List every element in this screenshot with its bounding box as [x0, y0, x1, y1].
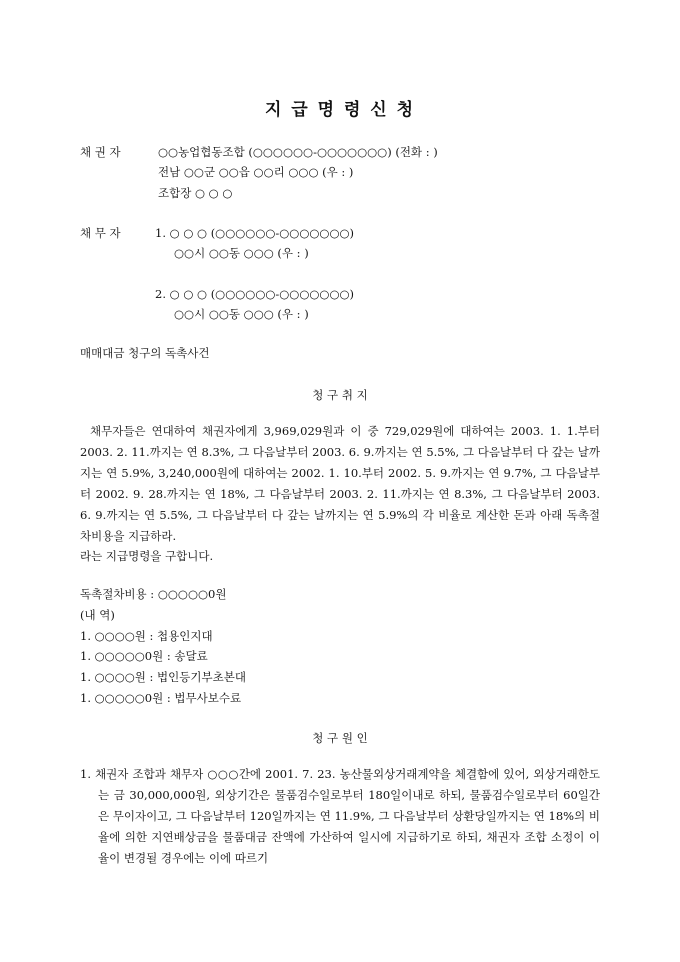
creditor-representative-line: 조합장 ○ ○ ○	[158, 186, 233, 200]
debtor-label: 채 무 자	[80, 226, 121, 240]
document-title: 지 급 명 령 신 청	[264, 100, 416, 120]
claim-cause-item-1: 1. 채권자 조합과 채무자 ○○○간에 2001. 7. 23. 농산물외상거래계약을 체결함에 있어, 외상거래한도는 금 30,000,000원, 외상기간은 물품검수일로부터 180일이내로 하되, 물품검수일로부터 60일간은 무이자이고, 그 다음날부터 120일까지는 연 11.9%, 그 다음날부터 상환당일까지는 연 18%의 비율에 의한 지연배상금을 물품대금 잔액에 가산하여 일시에 지급하기로 하되, 채권자 조합 소정이 이율이 변경될 경우에는 이에 따르기	[80, 767, 600, 865]
claim-cause-heading: 청 구 원 인	[312, 731, 368, 745]
debtor-2-name-line: 2. ○ ○ ○ (○○○○○○-○○○○○○○)	[155, 287, 355, 301]
creditor-name-line: ○○농업협동조합 (○○○○○○-○○○○○○○) (전화 : )	[158, 145, 438, 159]
creditor-label: 채 권 자	[80, 145, 121, 159]
debtor-1-address-line: ○○시 ○○동 ○○○ (우 : )	[174, 246, 309, 260]
cost-item-stamp: 1. ○○○○원 : 첩용인지대	[80, 629, 213, 643]
case-name: 매매대금 청구의 독촉사건	[80, 346, 210, 360]
claim-purpose-heading: 청 구 취 지	[312, 388, 368, 402]
cost-item-lawyer-fee: 1. ○○○○○0원 : 법무사보수료	[80, 691, 242, 705]
cost-item-delivery: 1. ○○○○○0원 : 송달료	[80, 649, 208, 663]
debtor-1-name-line: 1. ○ ○ ○ (○○○○○○-○○○○○○○)	[155, 226, 355, 240]
costs-breakdown-label: (내 역)	[80, 608, 115, 622]
claim-purpose-closing: 라는 지급명령을 구합니다.	[80, 549, 214, 563]
claim-purpose-body: 채무자들은 연대하여 채권자에게 3,969,029원과 이 중 729,029원에 대하여는 2003. 1. 1.부터 2003. 2. 11.까지는 연 8.3%, 그 다음날부터 2003. 6. 9.까지는 연 5.5%, 그 다음날부터 다 갚는 날까지는 연 5.9%, 3,240,000원에 대하여는 2002. 1. 10.부터 2002. 5. 9.까지는 연 9.7%, 그 다음날부터 2002. 9. 28.까지는 연 18%, 그 다음날부터 2003. 2. 11.까지는 연 8.3%, 그 다음날부터 2003. 6. 9.까지는 연 5.5%, 그 다음날부터 다 갚는 날까지는 연 5.9%의 각 비율로 계산한 돈과 아래 독촉절차비용을 지급하라.	[80, 424, 600, 543]
debtor-2-address-line: ○○시 ○○동 ○○○ (우 : )	[174, 307, 309, 321]
cost-item-registry: 1. ○○○○원 : 법인등기부초본대	[80, 670, 246, 684]
creditor-address-line: 전남 ○○군 ○○읍 ○○리 ○○○ (우 : )	[158, 165, 354, 179]
costs-total: 독촉절차비용 : ○○○○○0원	[80, 587, 227, 601]
